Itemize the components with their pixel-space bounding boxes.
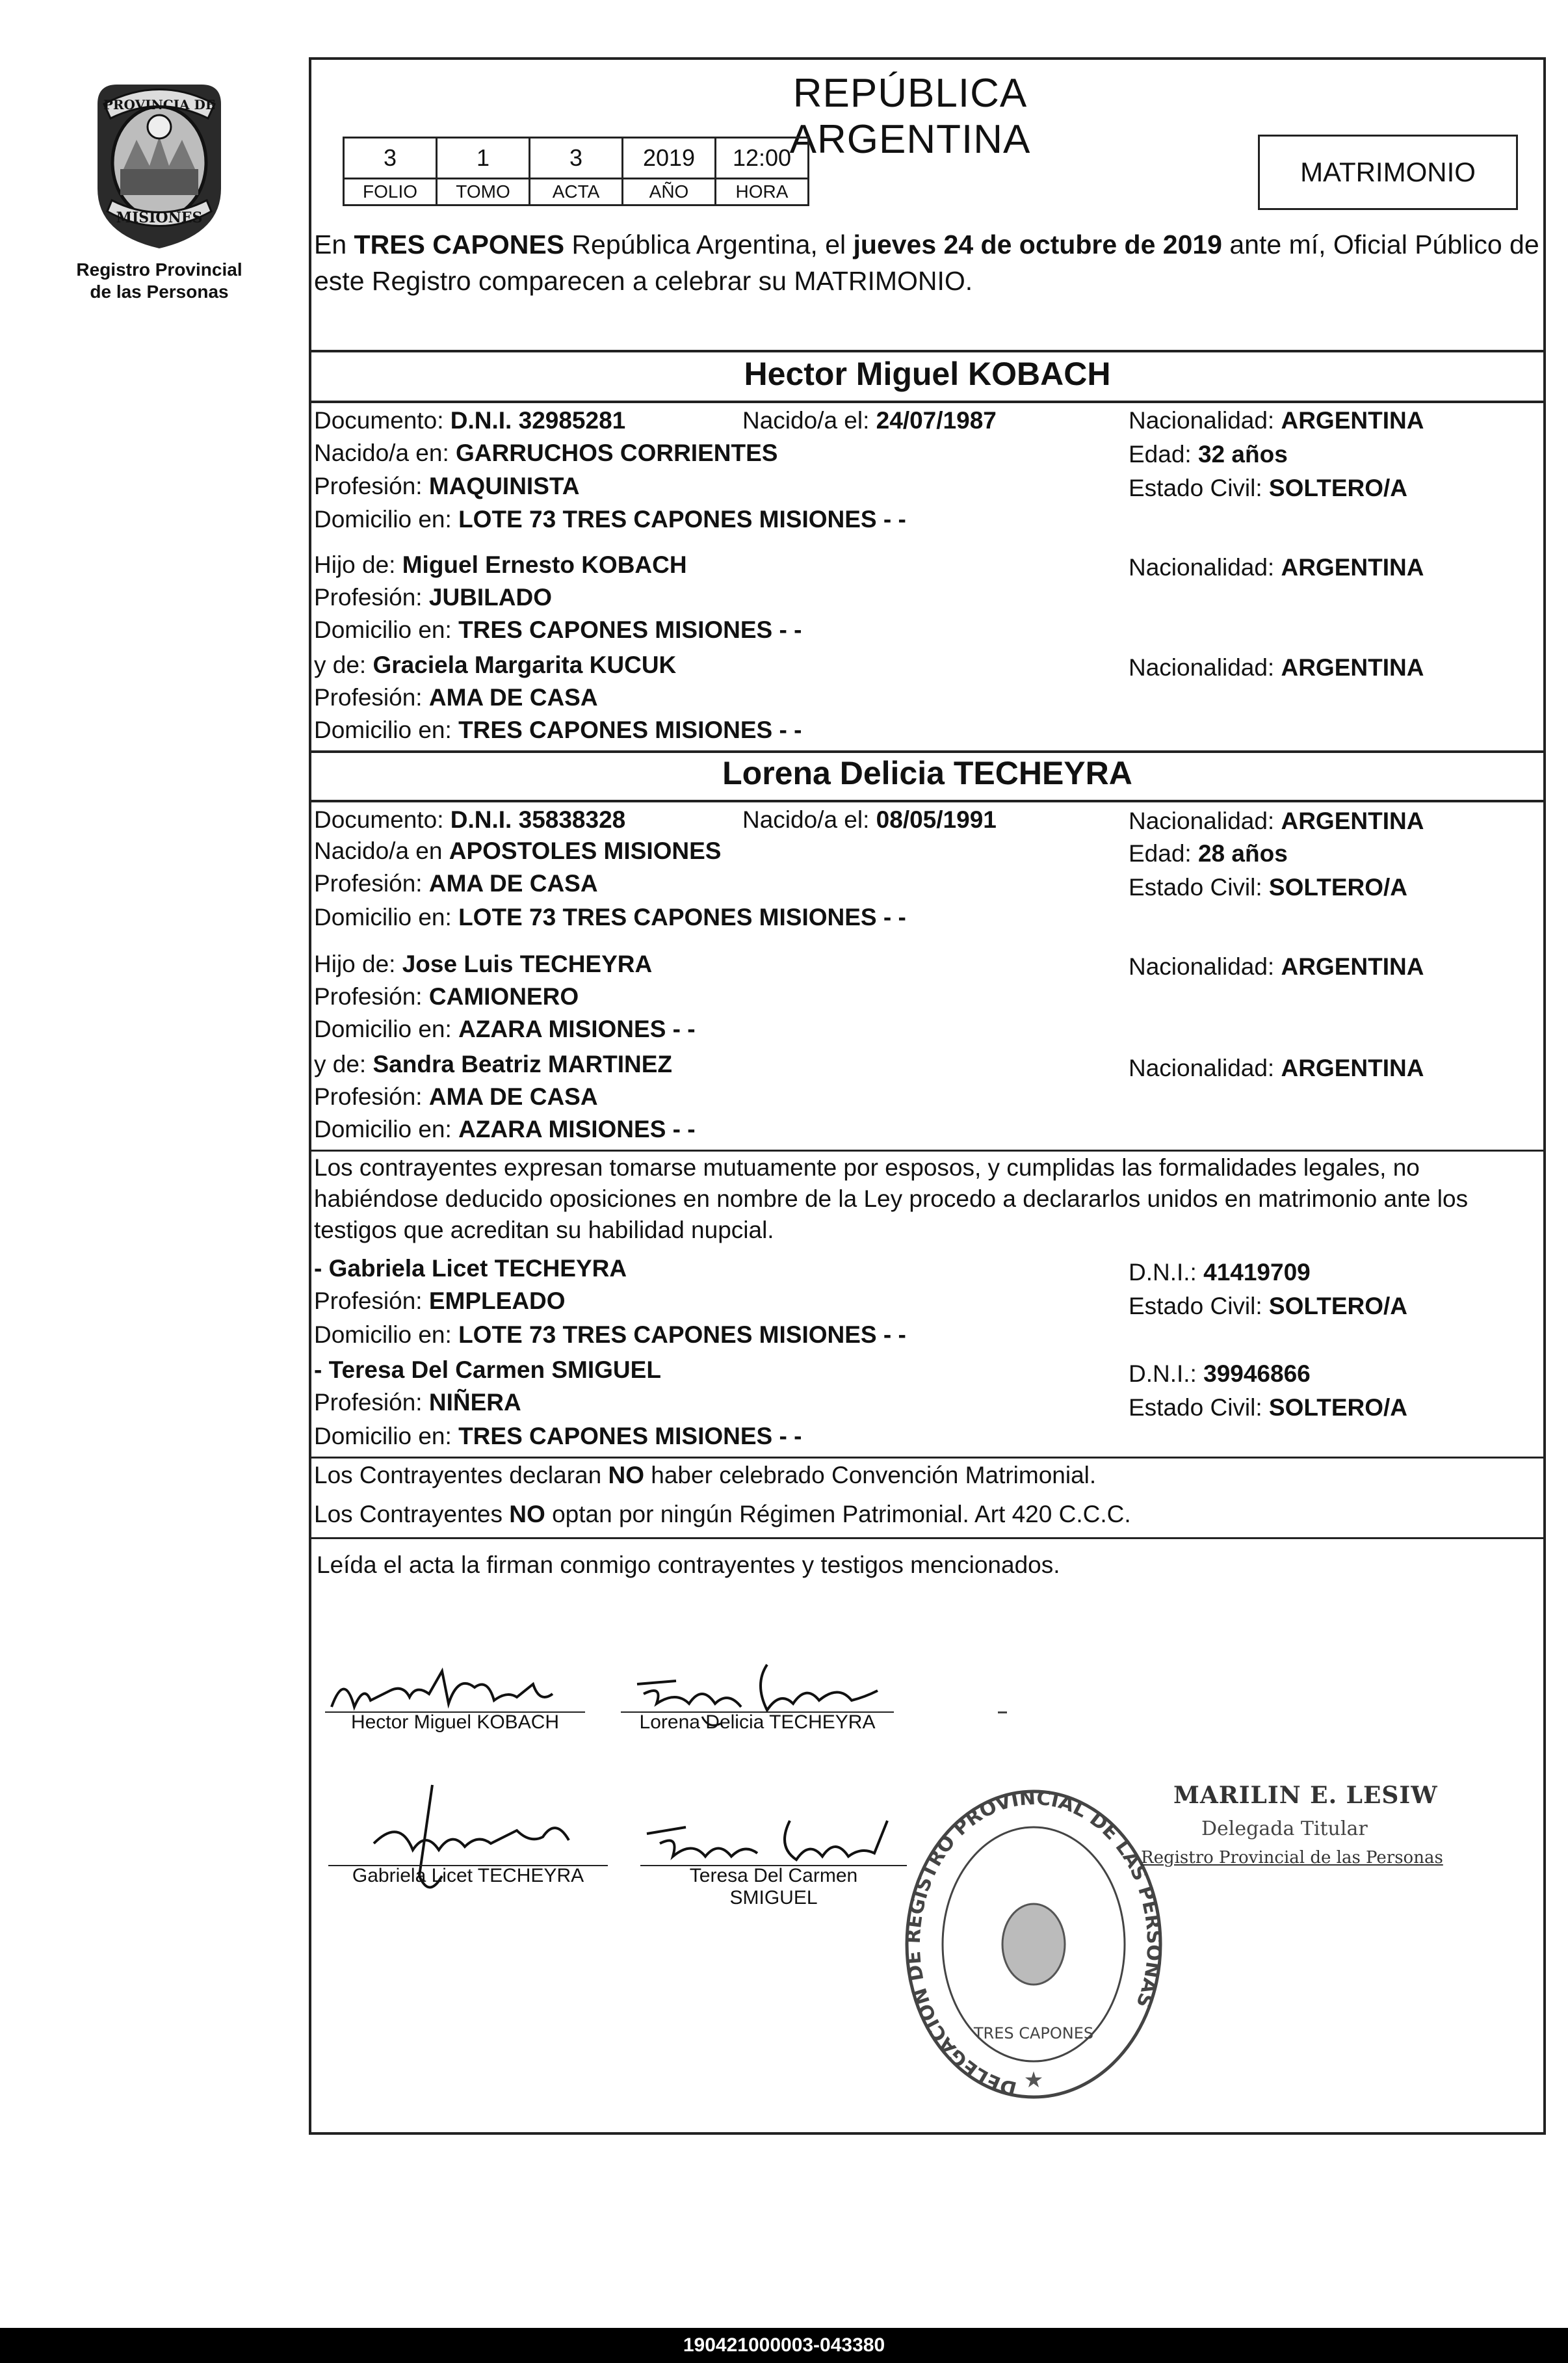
groom-mother-address: Domicilio en: TRES CAPONES MISIONES - - (314, 717, 802, 743)
groom-father-address: Domicilio en: TRES CAPONES MISIONES - - (314, 616, 802, 643)
bride-document: Documento: D.N.I. 35838328 (314, 806, 626, 833)
official-stamp (897, 1778, 1170, 2117)
declaration-paragraph: Los contrayentes expresan tomarse mutuamente por esposos, y cumplidas las formalidades legales, no habiéndose deducido oposiciones en nombre de la Ley procedo a declararlos unidos en matrimonio ante los testigos que acreditan su habilidad nupcial. (314, 1154, 1469, 1243)
divider-groom-top (309, 350, 1546, 352)
groom-address: Domicilio en: LOTE 73 TRES CAPONES MISIONES - - (314, 506, 906, 533)
footer-code: 190421000003-043380 (0, 2328, 1568, 2363)
witness2-address: Domicilio en: TRES CAPONES MISIONES - - (314, 1423, 802, 1449)
convention-line-2: Los Contrayentes NO optan por ningún Régimen Patrimonial. Art 420 C.C.C. (314, 1501, 1131, 1527)
reference-table (343, 137, 809, 206)
witness2-civil-status: Estado Civil: SOLTERO/A (1129, 1394, 1408, 1421)
bride-mother-profession: Profesión: AMA DE CASA (314, 1083, 598, 1110)
groom-born-on: Nacido/a el: 24/07/1987 (742, 407, 997, 434)
bride-father: Hijo de: Jose Luis TECHEYRA (314, 951, 653, 977)
groom-father: Hijo de: Miguel Ernesto KOBACH (314, 551, 687, 578)
groom-nationality: Nacionalidad: ARGENTINA (1129, 407, 1424, 434)
bride-mother-nationality: Nacionalidad: ARGENTINA (1129, 1055, 1424, 1081)
groom-name-heading: Hector Miguel KOBACH (744, 356, 1111, 392)
folio-label: FOLIO (344, 179, 437, 205)
intro-paragraph (314, 226, 1543, 299)
intro-text-3: ante mí, Oficial Público de este Registro comparecen a celebrar su MATRIMONIO. (314, 230, 1539, 296)
stamp-town: TRES CAPONES (973, 2024, 1094, 2042)
stamp-star-icon: ★ (1023, 2068, 1044, 2092)
tomo-value: 1 (437, 138, 530, 179)
acta-label: ACTA (530, 179, 623, 205)
bride-nationality: Nacionalidad: ARGENTINA (1129, 808, 1424, 834)
groom-age: Edad: 32 años (1129, 441, 1288, 468)
groom-father-nationality: Nacionalidad: ARGENTINA (1129, 554, 1424, 581)
officer-name: MARILIN E. LESIW (1173, 1782, 1438, 1809)
bride-name-heading: Lorena Delicia TECHEYRA (722, 755, 1132, 791)
bride-father-profession: Profesión: CAMIONERO (314, 983, 579, 1010)
divider-closing (309, 1537, 1546, 1539)
bride-address: Domicilio en: LOTE 73 TRES CAPONES MISIONES - - (314, 904, 906, 931)
logo-caption-line2: de las Personas (90, 282, 229, 302)
reference-labels-row (344, 179, 809, 205)
groom-mother: y de: Graciela Margarita KUCUK (314, 652, 677, 678)
seal-text-bottom: MISIONES (116, 209, 203, 226)
closing-text: Leída el acta la firman conmigo contrayentes y testigos mencionados. (317, 1551, 1060, 1578)
divider-bride-header (309, 800, 1546, 802)
seal-text-top: PROVINCIA DE (103, 97, 216, 112)
witness2-name-line2: SMIGUEL (729, 1887, 818, 1908)
officer-office: Registro Provincial de las Personas (1141, 1848, 1443, 1868)
groom-mother-nationality: Nacionalidad: ARGENTINA (1129, 654, 1424, 681)
bride-mother-address: Domicilio en: AZARA MISIONES - - (314, 1116, 696, 1142)
stamp-emblem (1002, 1904, 1065, 1985)
bride-born-in: Nacido/a en APOSTOLES MISIONES (314, 838, 722, 864)
witness2-name-line1: Teresa Del Carmen (689, 1865, 858, 1886)
separator-dash (998, 1711, 1007, 1713)
bride-born-on: Nacido/a el: 08/05/1991 (742, 806, 997, 833)
groom-mother-profession: Profesión: AMA DE CASA (314, 684, 598, 711)
intro-text-2: República Argentina, el (564, 230, 854, 259)
witness1-dni: D.N.I.: 41419709 (1129, 1259, 1311, 1286)
intro-date: jueves 24 de octubre de 2019 (853, 230, 1222, 259)
logo-caption-line1: Registro Provincial (76, 259, 242, 280)
reference-values-row (344, 138, 809, 179)
intro-place: TRES CAPONES (354, 230, 565, 259)
groom-signature-name: Hector Miguel KOBACH (350, 1711, 560, 1733)
logo-caption (62, 259, 257, 303)
stamp-ring-text: DELEGACION DE REGISTRO PROVINCIAL DE LAS PERSONAS (902, 1786, 1166, 2100)
witness1-signature-name: Gabriela Licet TECHEYRA (352, 1865, 584, 1886)
groom-profession: Profesión: MAQUINISTA (314, 473, 580, 499)
officer-role: Delegada Titular (1201, 1817, 1368, 1840)
groom-father-profession: Profesión: JUBILADO (314, 584, 552, 611)
bride-signature-name: Lorena Delicia TECHEYRA (639, 1711, 876, 1733)
divider-groom-header (309, 401, 1546, 403)
bride-profession: Profesión: AMA DE CASA (314, 870, 598, 897)
bride-father-nationality: Nacionalidad: ARGENTINA (1129, 953, 1424, 980)
tomo-label: TOMO (437, 179, 530, 205)
witness1-name: - Gabriela Licet TECHEYRA (314, 1255, 627, 1282)
witness1-civil-status: Estado Civil: SOLTERO/A (1129, 1293, 1408, 1319)
witness1-address: Domicilio en: LOTE 73 TRES CAPONES MISIONES - - (314, 1321, 906, 1348)
witness1-profession: Profesión: EMPLEADO (314, 1287, 566, 1314)
bride-father-address: Domicilio en: AZARA MISIONES - - (314, 1016, 696, 1042)
anio-label: AÑO (623, 179, 716, 205)
act-type-box: MATRIMONIO (1258, 135, 1518, 210)
divider-declaration (309, 1150, 1546, 1152)
witness2-name: - Teresa Del Carmen SMIGUEL (314, 1356, 661, 1383)
province-seal-icon (85, 78, 234, 254)
acta-value: 3 (530, 138, 623, 179)
witness2-profession: Profesión: NIÑERA (314, 1389, 521, 1416)
folio-value: 3 (344, 138, 437, 179)
divider-conventions (309, 1457, 1546, 1459)
groom-document: Documento: D.N.I. 32985281 (314, 407, 626, 434)
convention-line-1: Los Contrayentes declaran NO haber celebrado Convención Matrimonial. (314, 1462, 1097, 1488)
registry-logo (62, 78, 257, 303)
intro-text-1: En (314, 230, 354, 259)
bride-age: Edad: 28 años (1129, 840, 1288, 867)
hora-value: 12:00 (716, 138, 809, 179)
hora-label: HORA (716, 179, 809, 205)
groom-civil-status: Estado Civil: SOLTERO/A (1129, 475, 1408, 501)
groom-born-in: Nacido/a en: GARRUCHOS CORRIENTES (314, 440, 778, 466)
anio-value: 2019 (623, 138, 716, 179)
witness2-signature-name (640, 1865, 907, 1909)
divider-bride-top (309, 750, 1546, 753)
bride-mother: y de: Sandra Beatriz MARTINEZ (314, 1051, 673, 1077)
witness2-dni: D.N.I.: 39946866 (1129, 1360, 1311, 1387)
bride-civil-status: Estado Civil: SOLTERO/A (1129, 874, 1408, 901)
document-title: REPÚBLICA ARGENTINA (789, 71, 1031, 162)
